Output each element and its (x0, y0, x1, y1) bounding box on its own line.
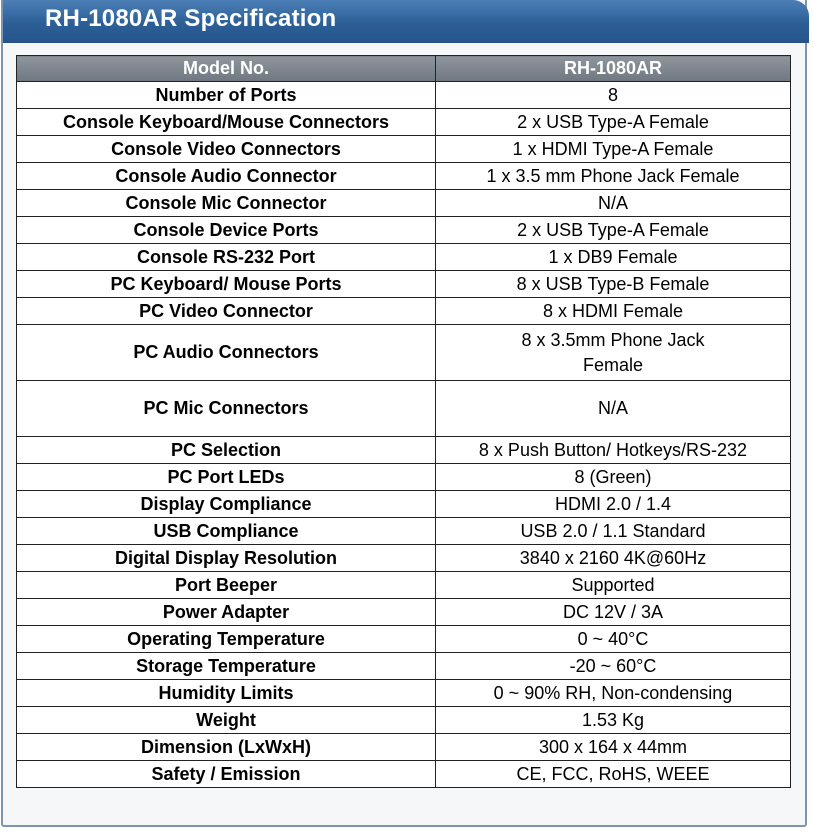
spec-value: 1 x DB9 Female (436, 244, 791, 271)
spec-label: Number of Ports (17, 82, 436, 109)
table-row (17, 545, 791, 572)
table-row (17, 244, 791, 271)
table-row (17, 626, 791, 653)
header-label: Model No. (17, 56, 436, 82)
spec-value: N/A (436, 381, 791, 437)
spec-value: 2 x USB Type-A Female (436, 217, 791, 244)
spec-value: DC 12V / 3A (436, 599, 791, 626)
spec-value: 8 x HDMI Female (436, 298, 791, 325)
spec-label: Port Beeper (17, 572, 436, 599)
spec-label: Console Video Connectors (17, 136, 436, 163)
spec-label: Humidity Limits (17, 680, 436, 707)
spec-label: PC Selection (17, 437, 436, 464)
spec-value: 8 x Push Button/ Hotkeys/RS-232 (436, 437, 791, 464)
table-row (17, 761, 791, 788)
header-model: RH-1080AR (436, 56, 791, 82)
spec-value: -20 ~ 60°C (436, 653, 791, 680)
spec-label: PC Keyboard/ Mouse Ports (17, 271, 436, 298)
spec-label: Console Device Ports (17, 217, 436, 244)
table-header-row (17, 56, 791, 82)
spec-label: Power Adapter (17, 599, 436, 626)
table-row (17, 82, 791, 109)
table-row (17, 464, 791, 491)
spec-value: 0 ~ 40°C (436, 626, 791, 653)
spec-value: 3840 x 2160 4K@60Hz (436, 545, 791, 572)
spec-value: 1.53 Kg (436, 707, 791, 734)
spec-value: 0 ~ 90% RH, Non-condensing (436, 680, 791, 707)
table-row (17, 217, 791, 244)
table-row (17, 325, 791, 381)
table-row (17, 109, 791, 136)
table-row (17, 572, 791, 599)
spec-label: Console RS-232 Port (17, 244, 436, 271)
spec-label: PC Video Connector (17, 298, 436, 325)
spec-label: Dimension (LxWxH) (17, 734, 436, 761)
table-row (17, 381, 791, 437)
spec-table-body (17, 82, 791, 788)
spec-label: PC Port LEDs (17, 464, 436, 491)
table-row (17, 298, 791, 325)
table-row (17, 271, 791, 298)
spec-value: 8 (Green) (436, 464, 791, 491)
spec-value: 8 (436, 82, 791, 109)
table-row (17, 707, 791, 734)
spec-label: Console Audio Connector (17, 163, 436, 190)
spec-value: 1 x HDMI Type-A Female (436, 136, 791, 163)
spec-label: Display Compliance (17, 491, 436, 518)
table-row (17, 518, 791, 545)
spec-label: Storage Temperature (17, 653, 436, 680)
spec-label: Console Keyboard/Mouse Connectors (17, 109, 436, 136)
spec-label: USB Compliance (17, 518, 436, 545)
table-row (17, 680, 791, 707)
spec-value: N/A (436, 190, 791, 217)
table-row (17, 136, 791, 163)
spec-table (16, 55, 791, 788)
table-row (17, 437, 791, 464)
table-row (17, 163, 791, 190)
spec-value: 1 x 3.5 mm Phone Jack Female (436, 163, 791, 190)
table-row (17, 734, 791, 761)
spec-value: CE, FCC, RoHS, WEEE (436, 761, 791, 788)
spec-label: Safety / Emission (17, 761, 436, 788)
spec-value: Supported (436, 572, 791, 599)
spec-value: USB 2.0 / 1.1 Standard (436, 518, 791, 545)
title-bar (3, 0, 809, 43)
spec-label: Weight (17, 707, 436, 734)
table-row (17, 653, 791, 680)
table-row (17, 491, 791, 518)
table-row (17, 190, 791, 217)
spec-value: 8 x USB Type-B Female (436, 271, 791, 298)
spec-value: 2 x USB Type-A Female (436, 109, 791, 136)
spec-label: PC Audio Connectors (17, 325, 436, 381)
spec-label: Console Mic Connector (17, 190, 436, 217)
spec-panel (1, 0, 807, 827)
spec-label: PC Mic Connectors (17, 381, 436, 437)
page-title: RH-1080AR Specification (45, 5, 337, 32)
spec-label: Digital Display Resolution (17, 545, 436, 572)
spec-label: Operating Temperature (17, 626, 436, 653)
spec-value: HDMI 2.0 / 1.4 (436, 491, 791, 518)
spec-value: 8 x 3.5mm Phone Jack Female (436, 325, 791, 381)
table-row (17, 599, 791, 626)
spec-value: 300 x 164 x 44mm (436, 734, 791, 761)
